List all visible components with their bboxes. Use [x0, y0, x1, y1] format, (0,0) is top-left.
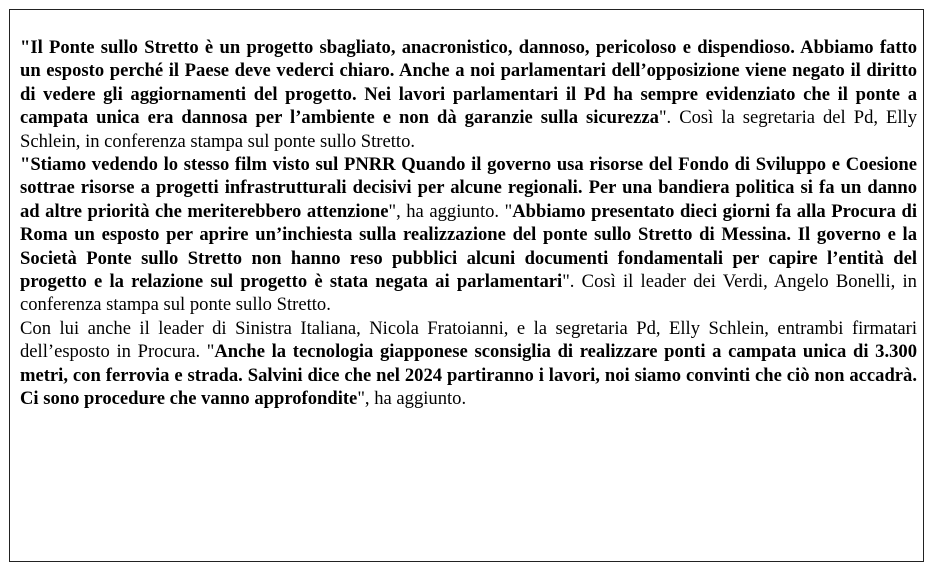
paragraph-schlein: [20, 36, 917, 153]
quote-schlein: Il Ponte sullo Stretto è un progetto sbagliato, anacronistico, dannoso, pericoloso e dispendioso. Abbiamo fatto un esposto perché il Paese deve vederci chiaro. Anche a noi parlamentari dell’opposizione viene negato il diritto di vedere gli aggiornamenti del progetto. Nei lavori parlamentari il Pd ha sempre evidenziato che il ponte a campata unica era dannosa per l’ambiente e non dà garanzie sulla sicurezza: [20, 37, 917, 129]
connector-text: ", ha aggiunto. ": [388, 200, 513, 222]
paragraph-bonelli: [20, 153, 917, 317]
quote-open-mark: ": [20, 154, 31, 176]
quote-bonelli: Abbiamo presentato dieci giorni fa alla Procura di Roma un esposto per aprire un’inchiesta sulla realizzazione del ponte sullo Stretto di Messina. Il governo e la Società Ponte sullo Stretto non hanno reso pubblici alcuni documenti fondamentali per capire l’entità del progetto e la relazione sul progetto è stata negata ai parlamentari: [20, 200, 917, 293]
article-text: [20, 36, 917, 411]
attribution-schlein: ". Così la segretaria del Pd, Elly Schlein, in conferenza stampa sul ponte sullo Stretto.: [20, 107, 917, 152]
quote-pnrr: Stiamo vedendo lo stesso film visto sul PNRR Quando il governo usa risorse del Fondo di Sviluppo e Coesione sottrae risorse a progetti infrastrutturali decisivi per alcune regionali. Per una bandiera politica si fa un danno ad altre priorità che meriterebbero attenzione: [20, 154, 917, 222]
quote-open-mark: ": [20, 37, 31, 58]
intro-fratoianni: Con lui anche il leader di Sinistra Italiana, Nicola Fratoianni, e la segretaria Pd, Elly Schlein, entrambi firmatari dell’esposto in Procura. ": [20, 317, 917, 363]
attribution-bonelli: ". Così il leader dei Verdi, Angelo Bonelli, in conferenza stampa sul ponte sullo Stretto.: [20, 271, 917, 316]
attribution-closing: ", ha aggiunto.: [357, 388, 467, 410]
quote-technology: Anche la tecnologia giapponese sconsiglia di realizzare ponti a campata unica di 3.300 metri, con ferrovia e strada. Salvini dice che nel 2024 partiranno i lavori, noi siamo convinti che ciò non accadrà. Ci sono procedure che vanno approfondite: [20, 341, 917, 410]
paragraph-fratoianni: [20, 317, 917, 411]
